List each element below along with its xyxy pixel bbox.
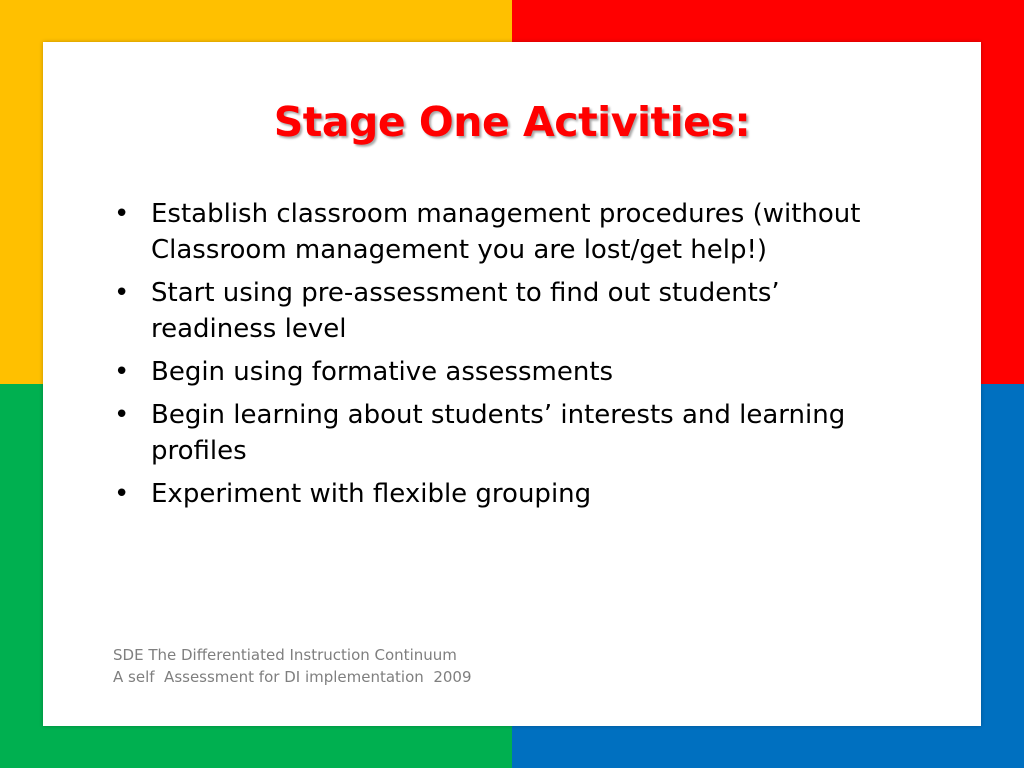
source-citation [113, 644, 813, 688]
slide-title: Stage One Activities: [273, 98, 751, 146]
bullet-icon: • [114, 479, 130, 509]
bullet-icon: • [114, 400, 130, 430]
bullet-icon: • [114, 357, 130, 387]
bullet-item [112, 354, 912, 390]
citation-line-2: A self Assessment for DI implementation 2009 [113, 668, 472, 686]
bullet-text: Start using pre-assessment to find out students’ readiness level [151, 278, 780, 344]
citation-line-1: SDE The Differentiated Instruction Continuum [113, 646, 457, 664]
bullet-text: Begin using formative assessments [151, 357, 614, 387]
bullet-item [112, 397, 912, 469]
bullet-list [112, 196, 912, 519]
bullet-icon: • [114, 278, 130, 308]
bullet-item [112, 476, 912, 512]
bullet-item [112, 196, 912, 268]
bullet-text: Begin learning about students’ interests and learning profiles [151, 400, 846, 466]
bullet-icon: • [114, 199, 130, 229]
bullet-text: Establish classroom management procedures (without Classroom management you are lost/get help!) [151, 199, 861, 265]
bullet-item [112, 275, 912, 347]
bullet-text: Experiment with flexible grouping [151, 479, 592, 509]
